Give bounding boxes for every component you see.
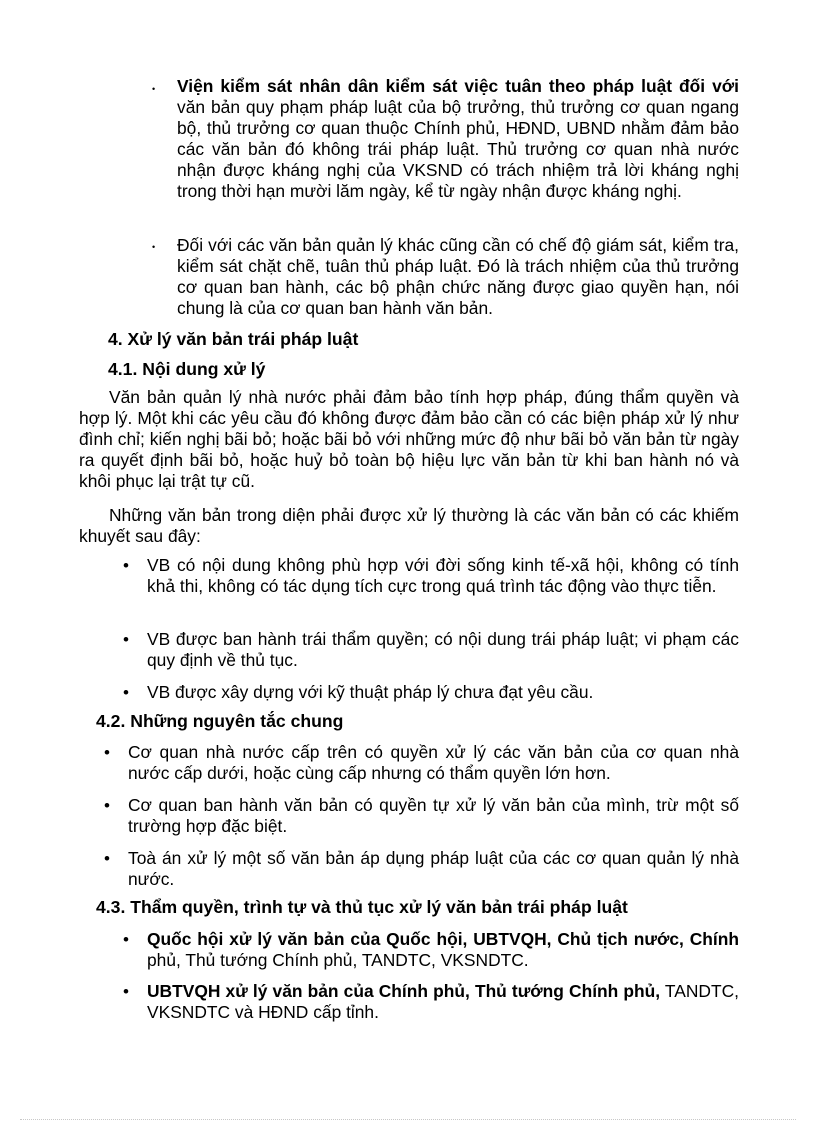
list-item <box>147 555 739 597</box>
list-item <box>147 981 739 1023</box>
list-item-text: phủ, Thủ tướng Chính phủ, TANDTC, VKSNDTC. <box>147 950 529 970</box>
list-item-text: VB được xây dựng với kỹ thuật pháp lý chưa đạt yêu cầu. <box>147 682 594 702</box>
bullet-marker: • <box>104 796 110 815</box>
bullet-marker: • <box>104 743 110 762</box>
list-item-text: văn bản quy phạm pháp luật của bộ trưởng, thủ trưởng cơ quan ngang bộ, thủ trưởng cơ quan thuộc Chính phủ, HĐND, UBND nhằm đảm bảo các văn bản đó không trái pháp luật. Thủ trưởng cơ quan nhà nước nhận được kháng nghị của VKSND có trách nhiệm trả lời kháng nghị trong thời hạn mười lăm ngày, kể từ ngày nhận được kháng nghị. <box>177 97 739 201</box>
bullet-marker: • <box>123 930 129 949</box>
section-heading: 4. Xử lý văn bản trái pháp luật <box>108 329 359 349</box>
bullet-marker: • <box>123 683 129 702</box>
paragraph <box>79 505 739 547</box>
list-item <box>177 235 739 319</box>
list-item <box>147 629 739 671</box>
list-item <box>128 742 739 784</box>
list-item <box>128 795 739 837</box>
paragraph <box>79 387 739 492</box>
paragraph-text: Văn bản quản lý nhà nước phải đảm bảo tính hợp pháp, đúng thẩm quyền và hợp lý. Một khi các yêu cầu đó không được đảm bảo cần có các biện pháp xử lý như đình chỉ; kiến nghị bãi bỏ; hoặc bãi bỏ với những mức độ như bãi bỏ văn bản từ ngày ra quyết định bãi bỏ, hoặc huỷ bỏ toàn bộ hiệu lực văn bản từ khi ban hành nó và khôi phục lại trật tự cũ. <box>79 387 739 491</box>
list-item-text: Đối với các văn bản quản lý khác cũng cần có chế độ giám sát, kiểm tra, kiểm sát chặt chẽ, tuân thủ pháp luật. Đó là trách nhiệm của thủ trưởng cơ quan ban hành, các bộ phận chức năng được giao quyền hạn, nói chung là của cơ quan ban hành văn bản. <box>177 235 739 318</box>
list-item-text: Cơ quan nhà nước cấp trên có quyền xử lý các văn bản của cơ quan nhà nước cấp dưới, hoặc cùng cấp nhưng có thẩm quyền lớn hơn. <box>128 742 739 783</box>
bullet-marker: • <box>152 84 156 94</box>
list-item <box>147 682 739 703</box>
list-item-text: Toà án xử lý một số văn bản áp dụng pháp luật của các cơ quan quản lý nhà nước. <box>128 848 739 889</box>
bullet-marker: • <box>104 849 110 868</box>
list-item-text: VB được ban hành trái thẩm quyền; có nội dung trái pháp luật; vi phạm các quy định về thủ tục. <box>147 629 739 670</box>
subsection-heading: 4.2. Những nguyên tắc chung <box>96 711 344 731</box>
list-item-bold: UBTVQH xử lý văn bản của Chính phủ, Thủ tướng Chính phủ, <box>147 981 661 1001</box>
bullet-marker: • <box>152 242 156 252</box>
list-item-bold: Quốc hội xử lý văn bản của Quốc hội, UBTVQH, Chủ tịch nước, Chính <box>147 929 739 949</box>
subsection-heading: 4.1. Nội dung xử lý <box>108 359 266 379</box>
bullet-marker: • <box>123 556 129 575</box>
list-item <box>177 76 739 202</box>
footer-divider <box>20 1119 796 1120</box>
list-item-text: VB có nội dung không phù hợp với đời sống kinh tế-xã hội, không có tính khả thi, không có tác dụng tích cực trong quá trình tác động vào thực tiễn. <box>147 555 739 596</box>
bullet-marker: • <box>123 982 129 1001</box>
list-item-text: Cơ quan ban hành văn bản có quyền tự xử lý văn bản của mình, trừ một số trường hợp đặc biệt. <box>128 795 739 836</box>
list-item-text: TANDTC, VKSNDTC và HĐND cấp tỉnh. <box>147 981 739 1022</box>
bullet-marker: • <box>123 630 129 649</box>
list-item <box>147 929 739 971</box>
subsection-heading: 4.3. Thẩm quyền, trình tự và thủ tục xử lý văn bản trái pháp luật <box>96 897 628 917</box>
paragraph-text: Những văn bản trong diện phải được xử lý thường là các văn bản có các khiếm khuyết sau đây: <box>79 505 739 546</box>
list-item-bold: Viện kiểm sát nhân dân kiểm sát việc tuân theo pháp luật đối với <box>177 76 739 96</box>
list-item <box>128 848 739 890</box>
